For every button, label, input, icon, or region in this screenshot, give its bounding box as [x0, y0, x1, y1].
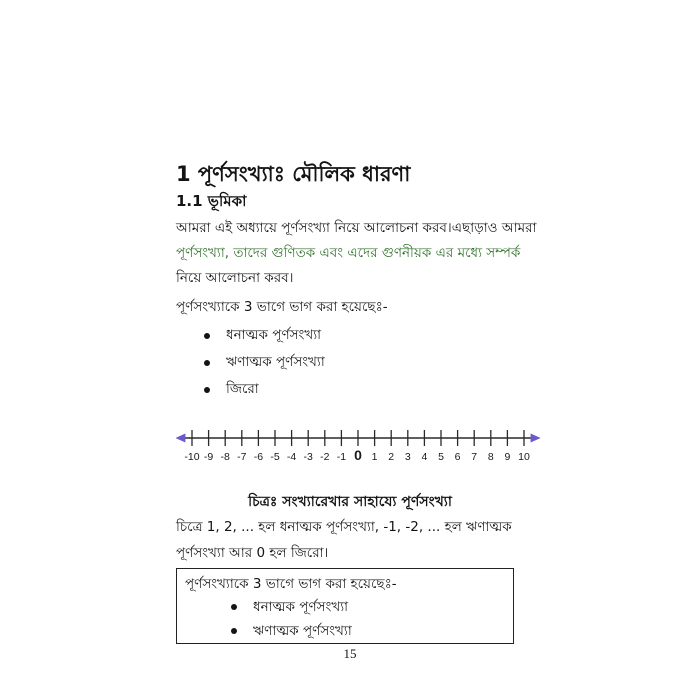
number-line-label: -9 [203, 451, 214, 463]
number-line-label: -6 [253, 451, 264, 463]
figure-caption: চিত্রঃ সংখ্যারেখার সাহায্যে পূর্ণসংখ্যা [248, 494, 452, 510]
number-line-label: -3 [303, 451, 313, 463]
explanation-paragraph [176, 514, 528, 566]
explanation-line-1: চিত্রে 1, 2, ... হল ধনাত্মক পূর্ণসংখ্যা, -1, -2, ... হল ঋণাত্মক [176, 519, 512, 535]
types-list-item: ঋণাত্মক পূর্ণসংখ্যা [204, 349, 325, 376]
left-arrow-head [176, 434, 185, 443]
number-line-label: -10 [184, 451, 200, 463]
number-line-label: 5 [438, 451, 444, 463]
intro-line-2: পূর্ণসংখ্যা, তাদের গুণিতক এবং এদের গুণনীয়ক এর মধ্যে সম্পর্ক [176, 245, 521, 261]
number-line-label: -5 [270, 451, 280, 463]
types-list-item: ধনাত্মক পূর্ণসংখ্যা [204, 322, 325, 349]
summary-box [176, 568, 514, 644]
number-line-label: 4 [421, 451, 428, 463]
number-line-label: 10 [518, 451, 530, 463]
explanation-line-2: পূর্ণসংখ্যা আর 0 হল জিরো। [176, 545, 329, 561]
types-lead: পূর্ণসংখ্যাকে 3 ভাগে ভাগ করা হয়েছেঃ- [176, 299, 388, 315]
number-line-label: -8 [220, 451, 230, 463]
number-line-label: 3 [404, 451, 411, 463]
number-line-label: -2 [320, 451, 330, 463]
types-list [204, 322, 325, 403]
summary-box-item: ঋণাত্মক পূর্ণসংখ্যা [231, 619, 352, 643]
number-line-label: -7 [237, 451, 247, 463]
page-number: 15 [343, 646, 357, 661]
number-line-label: 2 [388, 451, 395, 463]
number-line-label: 1 [371, 451, 378, 463]
chapter-title: 1 পূর্ণসংখ্যাঃ মৌলিক ধারণা [176, 162, 411, 186]
number-line-label: 8 [487, 451, 494, 463]
summary-box-list [231, 595, 352, 643]
intro-line-1: আমরা এই অধ্যায়ে পূর্ণসংখ্যা নিয়ে আলোচনা করব।এছাড়াও আমরা [176, 220, 537, 236]
types-list-item: জিরো [204, 376, 325, 403]
number-line-label: -1 [336, 451, 347, 463]
number-line-label: 7 [471, 451, 478, 463]
summary-box-item: ধনাত্মক পূর্ণসংখ্যা [231, 595, 352, 619]
number-line-figure [176, 420, 548, 468]
number-line-label: 0 [354, 447, 362, 463]
number-line-label: 6 [454, 451, 461, 463]
number-line-label: 9 [504, 451, 511, 463]
right-arrow-head [531, 434, 541, 443]
number-line-label: -4 [286, 451, 297, 463]
intro-paragraph [176, 216, 537, 291]
summary-box-lead: পূর্ণসংখ্যাকে 3 ভাগে ভাগ করা হয়েছেঃ- [185, 576, 397, 592]
intro-line-3: নিয়ে আলোচনা করব। [176, 270, 294, 286]
section-title: 1.1 ভূমিকা [176, 192, 247, 210]
